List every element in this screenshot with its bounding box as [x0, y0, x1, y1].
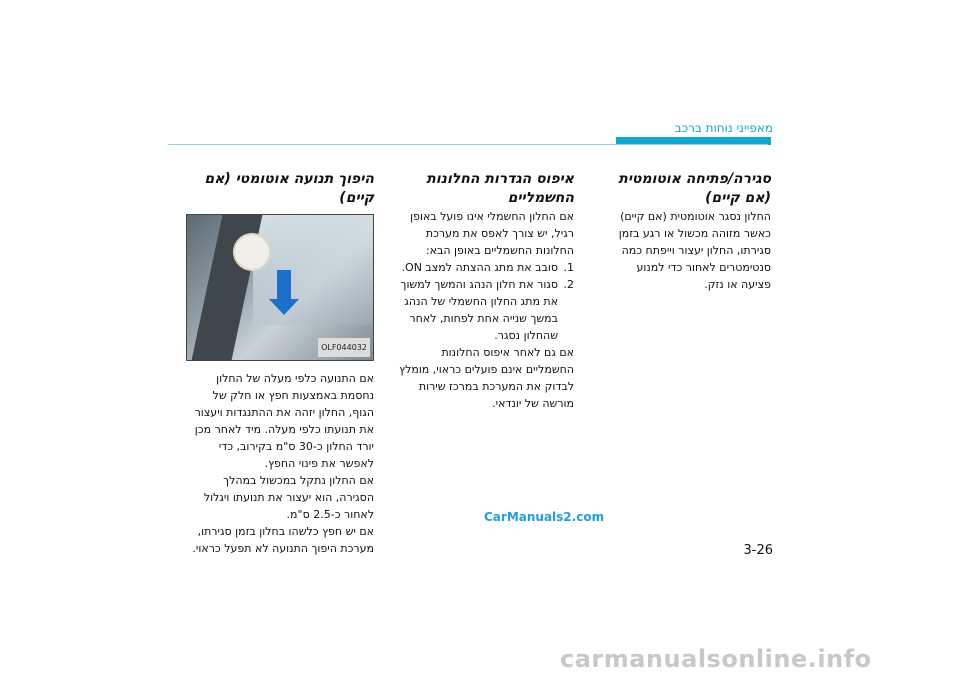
- down-arrow-icon: [277, 270, 291, 300]
- list-item: [394, 276, 574, 344]
- section-intro: אם החלון החשמלי אינו פועל באופן רגיל, יש צורך לאפס את מערכת החלונות החשמליים באופן הבא:: [410, 210, 574, 257]
- window-photo: [186, 214, 374, 361]
- section-title: איפוס הגדרות החלונות החשמליים: [426, 171, 574, 206]
- section-subtitle: (אם קיים): [705, 190, 771, 206]
- steps-list: [394, 259, 574, 344]
- paragraph-3: אם יש חפץ כלשהו בחלון בזמן סגירתו, מערכת היפוך התנועה לא תפעל כראוי.: [192, 525, 374, 555]
- section-title: היפוך תנועה אוטומטי (אם קיים): [204, 171, 374, 206]
- list-item: [394, 259, 574, 276]
- image-code: OLF044032: [318, 338, 370, 357]
- section-outro: אם גם לאחר איפוס החלונות החשמליים אינם פועלים כראוי, מומלץ לבדוק את המערכת במרכז שירות מורשה של יונדאי.: [399, 346, 574, 410]
- watermark-carmanuals2[interactable]: CarManuals2.com: [484, 510, 605, 524]
- teddy-bear-icon: [235, 235, 269, 269]
- section-reset-windows: [394, 170, 574, 412]
- paragraph-1: אם התנועה כלפי מעלה של החלון נחסמת באמצעות חפץ או חלק של הגוף, החלון יזהה את ההתנגדות ויעצור את תנועתו כלפי מעלה. מיד לאחר מכן יורד החלון כ-30 ס"מ בקירוב, כדי לאפשר את פינוי החפץ.: [194, 372, 374, 470]
- header-rule: [168, 144, 768, 145]
- section-auto-reverse: [188, 170, 374, 557]
- step-text: סגור את חלון הנהג והמשך למשוך את מתג החלון החשמלי של הנהג במשך שנייה אחת לפחות, לאחר שהחלון נסגר.: [400, 278, 558, 342]
- paragraph-2: אם החלון נתקל במכשול במהלך הסגירה, הוא יעצור את תנועתו ויגלול לאחור כ-2.5 ס"מ.: [203, 474, 374, 521]
- page-number: 3-26: [743, 543, 773, 558]
- down-arrow-head-icon: [269, 299, 299, 315]
- section-header: מאפייני נוחות ברכב: [674, 121, 773, 135]
- section-title: סגירה/פתיחה אוטומטית: [618, 171, 771, 187]
- step-number: 1.: [563, 261, 574, 274]
- watermark-carmanualsonline[interactable]: carmanualsonline.info: [560, 645, 872, 673]
- section-auto-up-down: [605, 170, 771, 293]
- section-body: החלון נסגר אוטומטית (אם קיים) כאשר מזוהה מכשול או רגע בזמן סגירתו, החלון יעצור וייפתח כמה סנטימטרים לאחור כדי למנוע פציעה או נזק.: [618, 210, 771, 291]
- step-text: סובב את מתג ההצתה למצב ON.: [401, 261, 558, 274]
- step-number: 2.: [563, 278, 574, 291]
